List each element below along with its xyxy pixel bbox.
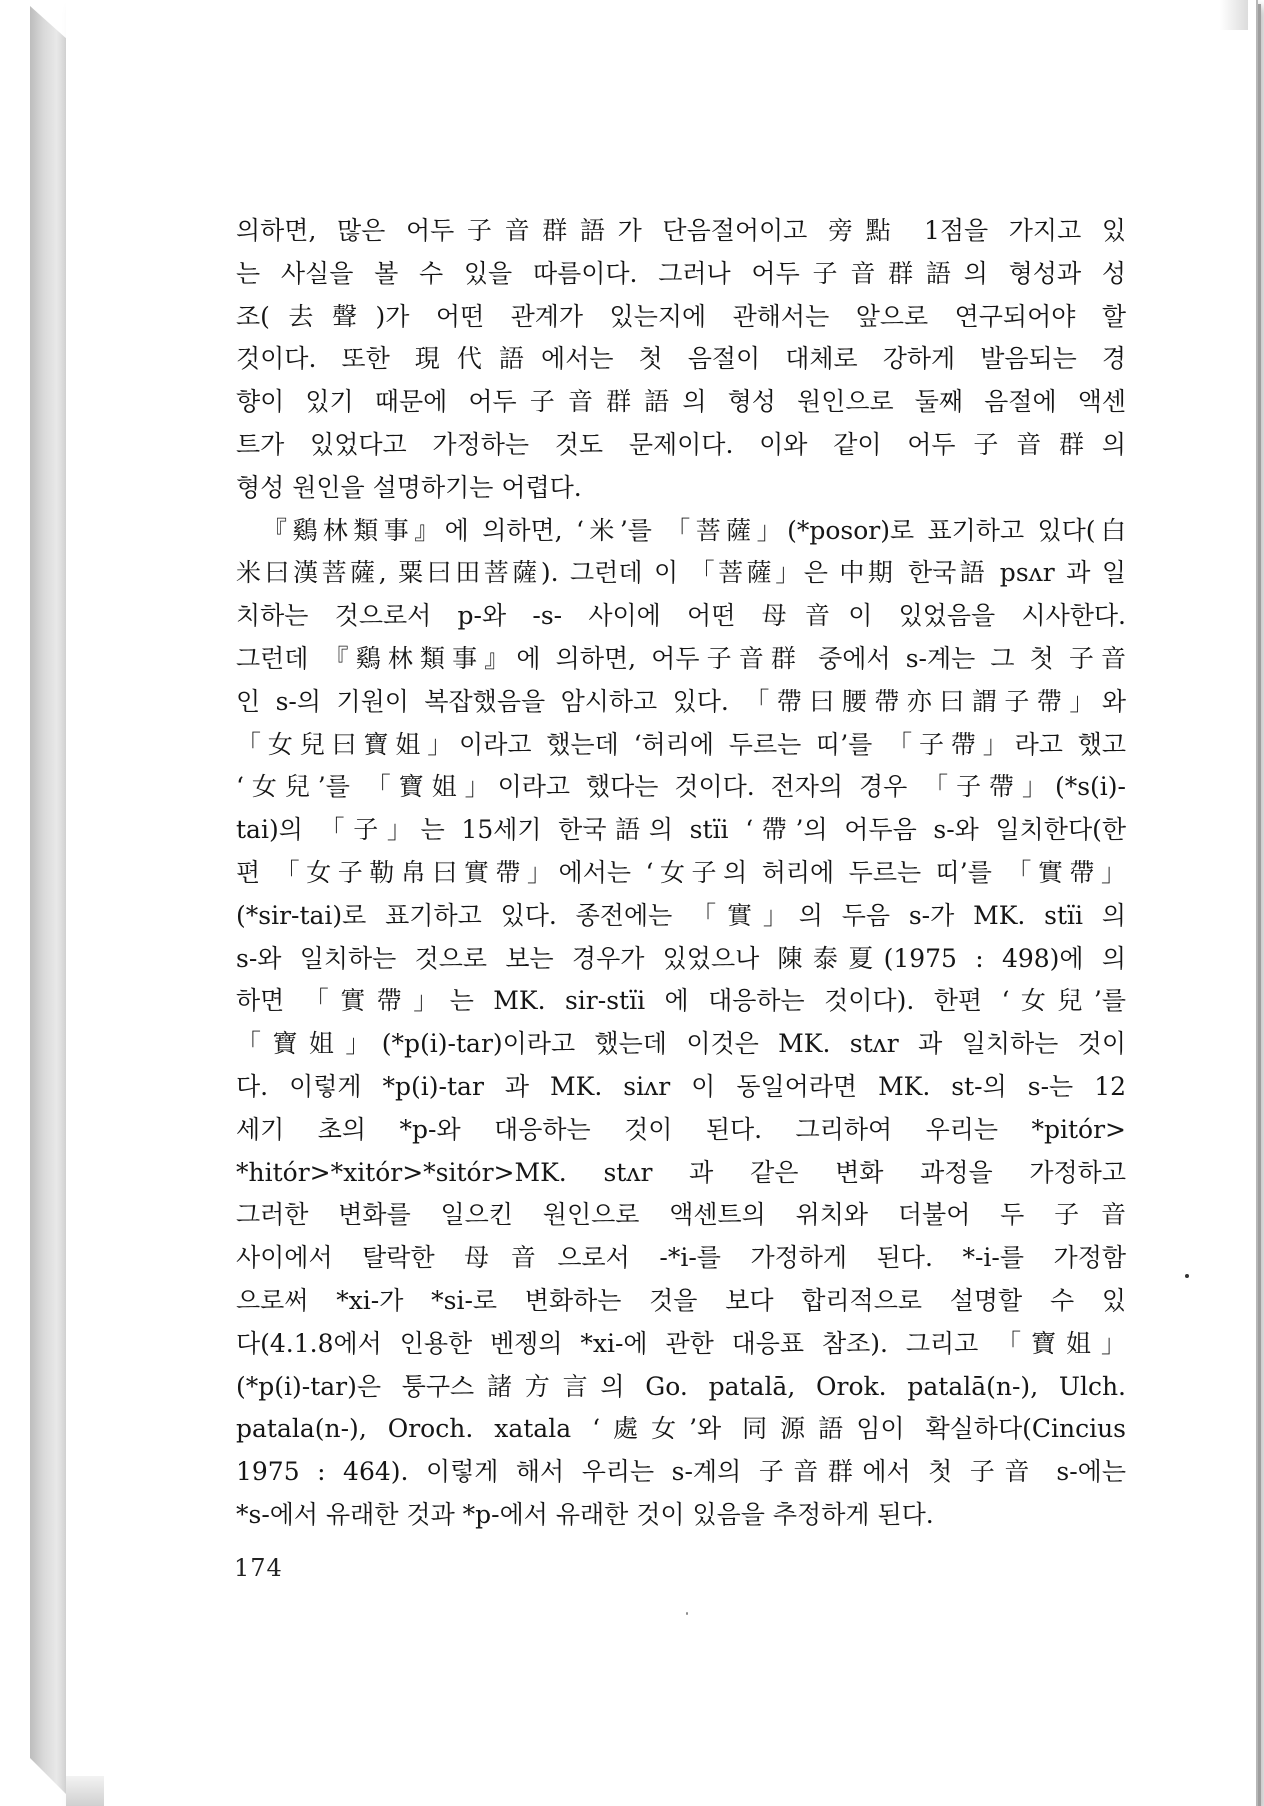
text-line: 米曰漢菩薩, 粟曰田菩薩). 그런데 이 「菩薩」은 中期 한국語 psʌr 과 일 [236,558,1126,588]
text-line: 하면 「實帶」는 MK. sir-stïi 에 대응하는 것이다). 한편 ‘女兒’를 [236,986,1126,1016]
text-line: 치하는 것으로서 p-와 -s- 사이에 어떤 母音이 있었음을 시사한다. [236,601,1126,631]
text-line: 그러한 변화를 일으킨 원인으로 액센트의 위치와 더불어 두 子音 [236,1200,1126,1230]
text-line: patala(n-), Oroch. xatala ‘處女’와 同源語임이 확실하다(Cincius [236,1414,1126,1444]
text-line: 인 s-의 기원이 복잡했음을 암시하고 있다. 「帶曰腰帶亦曰謂子帶」와 [236,686,1126,716]
scan-speck [686,1612,688,1615]
text-line: ‘女兒’를 「寶姐」이라고 했다는 것이다. 전자의 경우 「子帶」(*s(i)- [236,772,1126,802]
text-line: 「寶姐」(*p(i)-tar)이라고 했는데 이것은 MK. stʌr 과 일치하는 것이 [236,1029,1126,1059]
text-line: (*p(i)-tar)은 퉁구스諸方言의 Go. patalā, Orok. patalā(n-), Ulch. [236,1371,1126,1401]
text-line: *hitór>*xitór>*sitór>MK. stʌr 과 같은 변화 과정을 가정하고 [236,1157,1126,1187]
text-line: 으로써 *xi-가 *si-로 변화하는 것을 보다 합리적으로 설명할 수 있 [236,1285,1126,1315]
text-line: 「女兒曰寶姐」이라고 했는데 ‘허리에 두르는 띠’를 「子帶」라고 했고 [236,729,1126,759]
text-line: (*sir-tai)로 표기하고 있다. 종전에는 「實」의 두음 s-가 MK. stïi 의 [236,900,1126,930]
text-line: s-와 일치하는 것으로 보는 경우가 있었으나 陳泰夏(1975 : 498)에 의 [236,943,1126,973]
text-line: 『鷄林類事』에 의하면, ‘米’를 「菩薩」(*posor)로 표기하고 있다(白 [262,515,1126,545]
text-line: 의하면, 많은 어두子音群語가 단음절어이고 旁點 1점을 가지고 있 [236,216,1126,245]
text-line: 형성 원인을 설명하기는 어렵다. [236,472,582,502]
text-line: 다(4.1.8에서 인용한 벤젱의 *xi-에 관한 대응표 참조). 그리고 「寶姐」 [236,1328,1126,1358]
text-line: tai)의 「子」는 15세기 한국語의 stïi ‘帶’의 어두음 s-와 일치한다(한 [236,815,1126,845]
text-line: 다. 이렇게 *p(i)-tar 과 MK. siʌr 이 동일어라면 MK. st-의 s-는 12 [236,1071,1126,1101]
text-line: 트가 있었다고 가정하는 것도 문제이다. 이와 같이 어두子音群의 [236,429,1126,459]
text-line: 그런데 『鷄林類事』에 의하면, 어두子音群 중에서 s-계는 그 첫 子音 [236,643,1126,673]
text-line: 사이에서 탈락한 母音으로서 -*i-를 가정하게 된다. *-i-를 가정함 [236,1243,1126,1273]
book-page [66,0,1258,1806]
body-text [236,210,1126,1537]
text-line: 는 사실을 볼 수 있을 따름이다. 그러나 어두子音群語의 형성과 성 [236,258,1126,288]
text-line: 향이 있기 때문에 어두子音群語의 형성 원인으로 둘째 음절에 액센 [236,387,1126,417]
text-line: 1975 : 464). 이렇게 해서 우리는 s-계의 子音群에서 첫 子音 s-에는 [236,1457,1126,1487]
text-line: 편 「女子勒帛曰實帶」에서는 ‘女子의 허리에 두르는 띠’를 「實帶」 [236,857,1126,887]
book-spine-edge [30,6,68,1796]
scan-speck [1185,1274,1189,1278]
text-line: 세기 초의 *p-와 대응하는 것이 된다. 그리하여 우리는 *pitór> [236,1114,1126,1144]
text-line: 조(去聲)가 어떤 관계가 있는지에 관해서는 앞으로 연구되어야 할 [236,301,1126,331]
text-line: *s-에서 유래한 것과 *p-에서 유래한 것이 있음을 추정하게 된다. [236,1499,934,1529]
text-line: 것이다. 또한 現代語에서는 첫 음절이 대체로 강하게 발음되는 경 [236,344,1126,374]
page-number: 174 [234,1554,283,1582]
